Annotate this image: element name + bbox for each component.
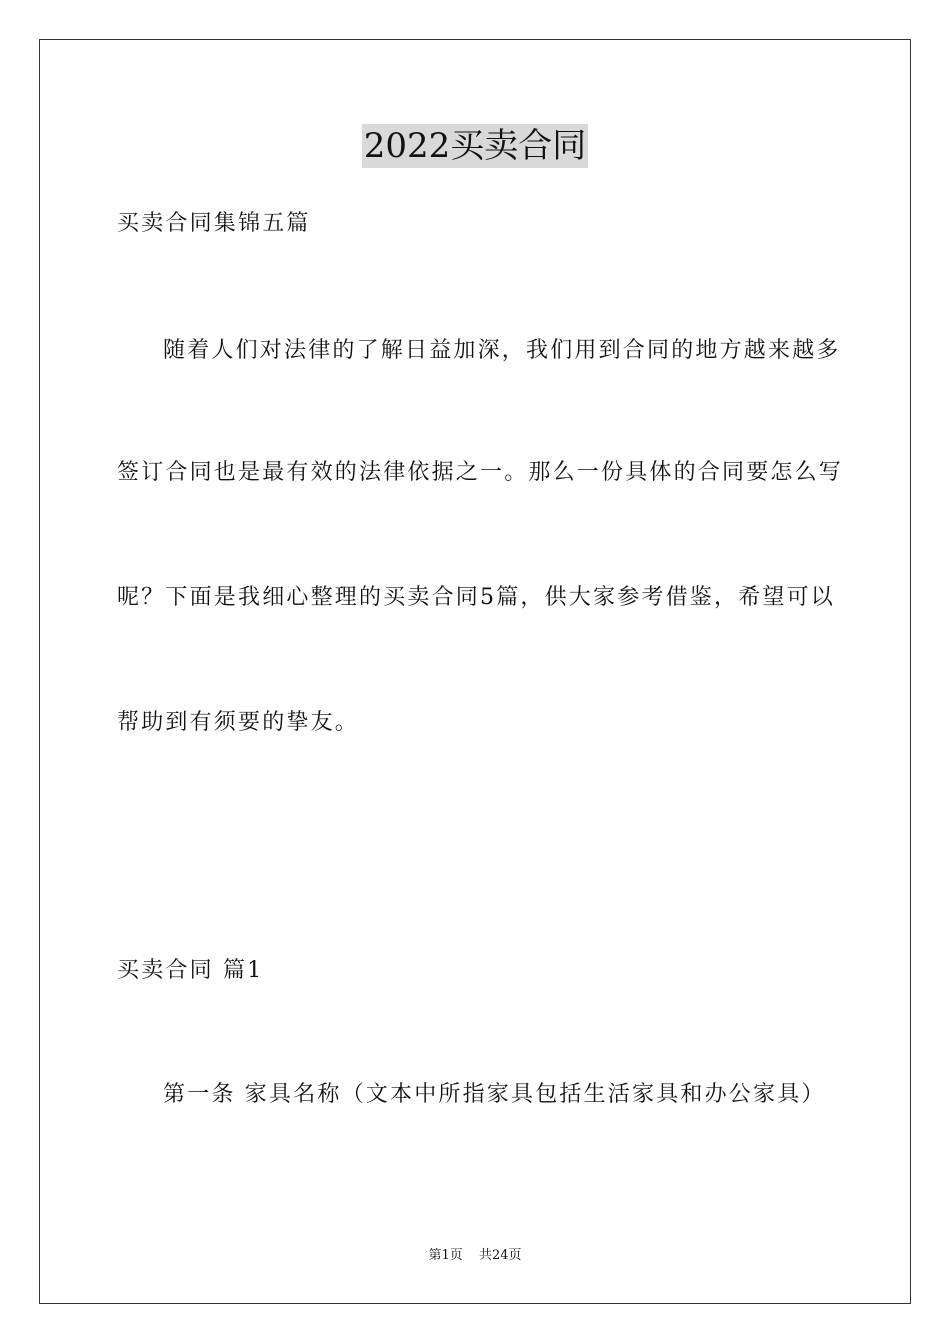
section-heading: 买卖合同 篇1 [117, 958, 264, 983]
article-line: 第一条 家具名称（文本中所指家具包括生活家具和办公家具） [163, 1082, 826, 1107]
intro-paragraph-line-3: 呢？下面是我细心整理的买卖合同5篇，供大家参考借鉴，希望可以 [117, 585, 835, 610]
intro-paragraph-line-2: 签订合同也是最有效的法律依据之一。那么一份具体的合同要怎么写 [117, 460, 844, 485]
page-number-current: 第1页 [428, 1248, 463, 1263]
page-footer [0, 1247, 950, 1265]
intro-paragraph-line-1: 随着人们对法律的了解日益加深，我们用到合同的地方越来越多 [163, 338, 841, 363]
title-container [0, 124, 950, 168]
document-title: 2022买卖合同 [363, 126, 587, 166]
document-subtitle: 买卖合同集锦五篇 [117, 211, 311, 236]
intro-paragraph-line-4: 帮助到有须要的挚友。 [117, 710, 360, 735]
page-number-total: 共24页 [478, 1248, 522, 1263]
